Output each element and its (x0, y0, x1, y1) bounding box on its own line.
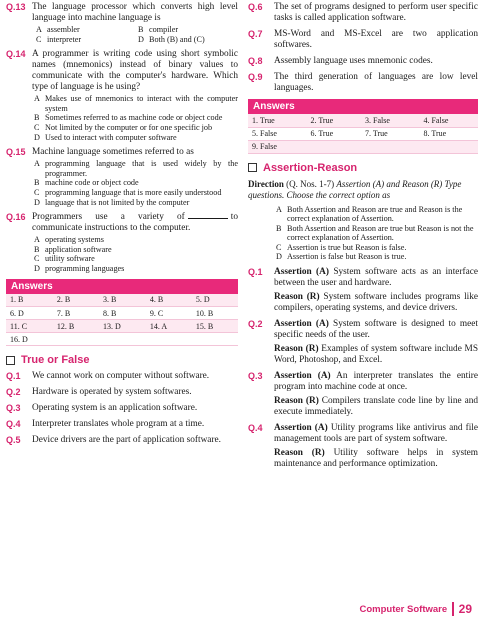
ar-question-4: Q.4 Assertion (A) Utility programs like antivirus and file management tools are part of system software. Reason (R) Utility software helps in system maintenance and performance optimization. (248, 423, 479, 470)
option-a: A assembler (36, 25, 80, 34)
tf-question-3: Q.3 Operating system is an application software. (6, 403, 198, 413)
table-row: 1. B 2. B 3. B 4. B 5. D (6, 294, 238, 307)
question-number: Q.15 (6, 147, 26, 158)
question-number: Q.13 (6, 2, 26, 12)
option-a: A Both Assertion and Reason are true and Reason is the correct explanation of Assertion. (276, 204, 463, 224)
option-d: D Both (B) and (C) (138, 34, 205, 44)
right-column (248, 2, 478, 475)
tf-question-8: Q.8 Assembly language uses mnemonic codes. (248, 56, 433, 66)
option-c: C interpreter (36, 34, 82, 44)
option-b: B machine code or object code (34, 178, 139, 188)
options-list (32, 235, 238, 273)
option-c: C Not limited by the computer or for one specific job (34, 122, 213, 132)
option-a: A Makes use of mnemonics to interact with the computer system (34, 94, 238, 113)
options-grid (32, 25, 238, 44)
section-heading-true-false: True or False (6, 354, 238, 366)
answers-header: Answers (6, 279, 238, 294)
question-number: Q.14 (6, 49, 26, 60)
ar-question-3: Q.3 Assertion (A) An interpreter translates the entire program into machine code at once. Reason (R) Compilers translate code line by line and execute immediately. (248, 371, 479, 418)
option-d: D Used to interact with computer software (34, 132, 177, 142)
question-number: Q.16 (6, 212, 26, 223)
question-text: The language processor which converts high level language into machine language is (32, 2, 238, 23)
checkbox-square-icon (6, 356, 15, 365)
question-15 (6, 147, 238, 207)
footer-divider (452, 602, 454, 616)
mcq-answers (6, 279, 238, 347)
table-row: 6. D 7. B 8. B 9. C 10. B (6, 307, 238, 320)
option-b: B Both Assertion and Reason are true but Reason is not the correct explanation of Assertion. (276, 223, 474, 243)
tf-question-1: Q.1 We cannot work on computer without software. (6, 371, 210, 381)
question-text: Programmers use a variety of to communicate instructions to the computer. (32, 212, 238, 234)
tf-question-6: Q.6 The set of programs designed to perform user specific tasks is called application software. (248, 2, 478, 23)
fill-in-blank (188, 212, 228, 219)
option-b: B application software (34, 244, 112, 254)
section-heading-assertion-reason: Assertion-Reason (248, 162, 478, 174)
page-footer (360, 602, 472, 616)
tf-answers (248, 99, 478, 154)
option-a: A operating systems (34, 235, 104, 245)
tf-question-2: Q.2 Hardware is operated by system softwares. (6, 387, 192, 397)
tf-question-4: Q.4 Interpreter translates whole program at a time. (6, 419, 205, 429)
option-a: A programming language that is used widely by the programmer. (34, 159, 238, 178)
option-c: C utility software (34, 254, 95, 264)
table-row: 11. C 12. B 13. D 14. A 15. B (6, 320, 238, 333)
tf-question-5: Q.5 Device drivers are the part of application software. (6, 435, 221, 445)
option-b: B compiler (138, 25, 179, 34)
option-d: D programming languages (34, 263, 125, 273)
answers-table (6, 294, 238, 347)
options-list (32, 159, 238, 207)
left-column (6, 2, 238, 451)
ar-question-1: Q.1 Assertion (A) System software acts as an interface between the user and hardware. Reason (R) System software includes programs like compilers, operating systems, and device drivers. (248, 267, 479, 314)
question-14 (6, 49, 238, 142)
options-list (32, 94, 238, 142)
table-row: 1. True 2. True 3. False 4. False (248, 114, 478, 127)
question-text: Machine language sometimes referred to as (32, 147, 194, 158)
table-row: 9. False (248, 140, 478, 153)
option-d: D Assertion is false but Reason is true. (276, 252, 407, 262)
option-d: D language that is not limited by the computer (34, 197, 190, 207)
direction-text: Direction (Q. Nos. 1-7) Assertion (A) and Reason (R) Type questions. Choose the correct option as (248, 178, 462, 200)
question-text: A programmer is writing code using short symbolic names (mnemonics) instead of binary values to communicate with the computer's hardware. Which type of language is he using? (32, 49, 238, 93)
option-c: C programming language that is more easily understood (34, 187, 222, 197)
answers-header: Answers (248, 99, 478, 114)
question-13 (6, 2, 238, 44)
table-row: 16. D (6, 333, 238, 346)
question-16 (6, 212, 238, 273)
option-c: C Assertion is true but Reason is false. (276, 242, 407, 252)
ar-question-2: Q.2 Assertion (A) System software is designed to meet specific needs of the user. Reason (R) Examples of system software include MS Word, Photoshop, and Excel. (248, 319, 478, 366)
tf-question-9: Q.9 The third generation of languages are low level languages. (248, 72, 478, 93)
ar-options (248, 205, 478, 263)
chapter-title: Computer Software (359, 603, 448, 615)
checkbox-square-icon (248, 163, 257, 172)
page-number: 29 (458, 602, 472, 616)
answers-table (248, 114, 478, 154)
tf-question-7: Q.7 MS-Word and MS-Excel are two application softwares. (248, 29, 478, 50)
option-b: B Sometimes referred to as machine code or object code (34, 113, 223, 123)
table-row: 5. False 6. True 7. True 8. True (248, 127, 478, 140)
